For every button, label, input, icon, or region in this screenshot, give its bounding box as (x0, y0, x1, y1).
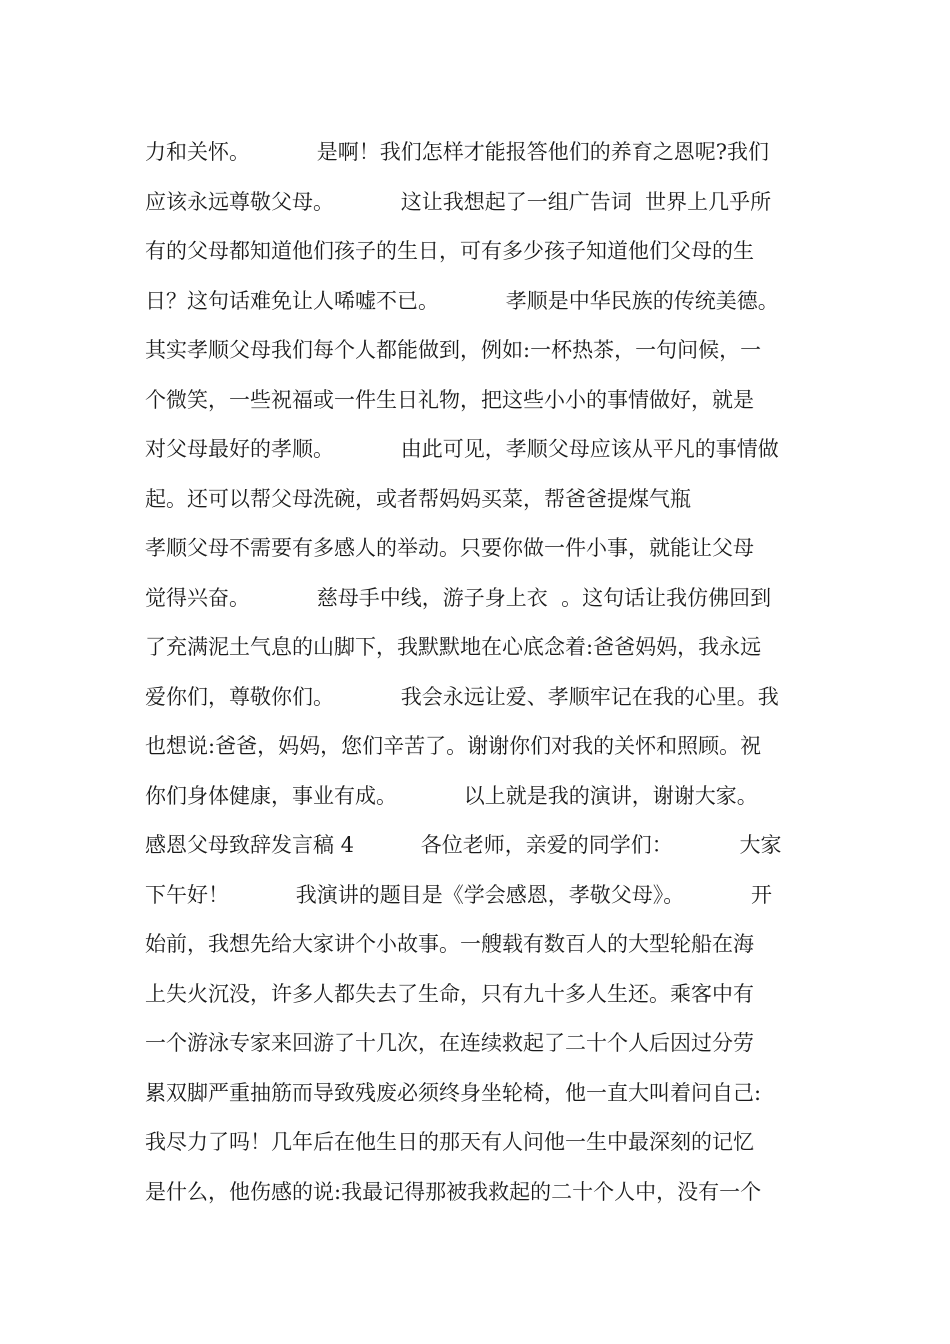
text-line: 爱你们，尊敬你们。 我会永远让爱、孝顺牢记在我的心里。我 (145, 684, 779, 709)
text-line: 应该永远尊敬父母。 这让我想起了一组广告词 世界上几乎所 (145, 189, 772, 214)
text-line: 其实孝顺父母我们每个人都能做到，例如:一杯热茶，一句问候，一 (145, 338, 762, 362)
text-line: 孝顺父母不需要有多感人的举动。只要你做一件小事，就能让父母 (145, 536, 754, 560)
text-line: 力和关怀。 是啊！我们怎样才能报答他们的养育之恩呢?我们 (145, 140, 770, 164)
text-line: 有的父母都知道他们孩子的生日，可有多少孩子知道他们父母的生 (145, 239, 754, 263)
text-line: 一个游泳专家来回游了十几次，在连续救起了二十个人后因过分劳 (145, 1031, 754, 1055)
text-line: 你们身体健康，事业有成。 以上就是我的演讲，谢谢大家。 (145, 783, 758, 808)
text-line: 日？这句话难免让人唏嘘不已。 孝顺是中华民族的传统美德。 (145, 288, 779, 313)
body-text (145, 128, 810, 1217)
text-line: 了充满泥土气息的山脚下，我默默地在心底念着:爸爸妈妈，我永远 (145, 635, 762, 659)
text-line: 个微笑，一些祝福或一件生日礼物，把这些小小的事情做好，就是 (145, 387, 754, 412)
text-line: 上失火沉没，许多人都失去了生命，只有九十多人生还。乘客中有 (145, 981, 754, 1006)
text-line: 起。还可以帮父母洗碗，或者帮妈妈买菜，帮爸爸提煤气瓶 (145, 486, 691, 511)
text-line: 对父母最好的孝顺。 由此可见，孝顺父母应该从平凡的事情做 (145, 437, 779, 461)
text-line: 觉得兴奋。 慈母手中线，游子身上衣 。这句话让我仿佛回到 (145, 585, 772, 610)
text-line: 始前，我想先给大家讲个小故事。一艘载有数百人的大型轮船在海 (145, 932, 754, 956)
text-line: 我尽力了吗！几年后在他生日的那天有人问他一生中最深刻的记忆 (145, 1130, 754, 1154)
text-line: 下午好！ 我演讲的题目是《学会感恩，孝敬父母》。 开 (145, 882, 773, 907)
section-heading-line: 感恩父母致辞发言稿 4 各位老师，亲爱的同学们： 大家 (145, 833, 782, 857)
text-line: 累双脚严重抽筋而导致残废必须终身坐轮椅，他一直大叫着问自己: (145, 1080, 762, 1105)
text-line: 也想说:爸爸，妈妈，您们辛苦了。谢谢你们对我的关怀和照顾。祝 (145, 734, 762, 758)
text-line: 是什么，他伤感的说:我最记得那被我救起的二十个人中，没有一个 (145, 1179, 762, 1204)
